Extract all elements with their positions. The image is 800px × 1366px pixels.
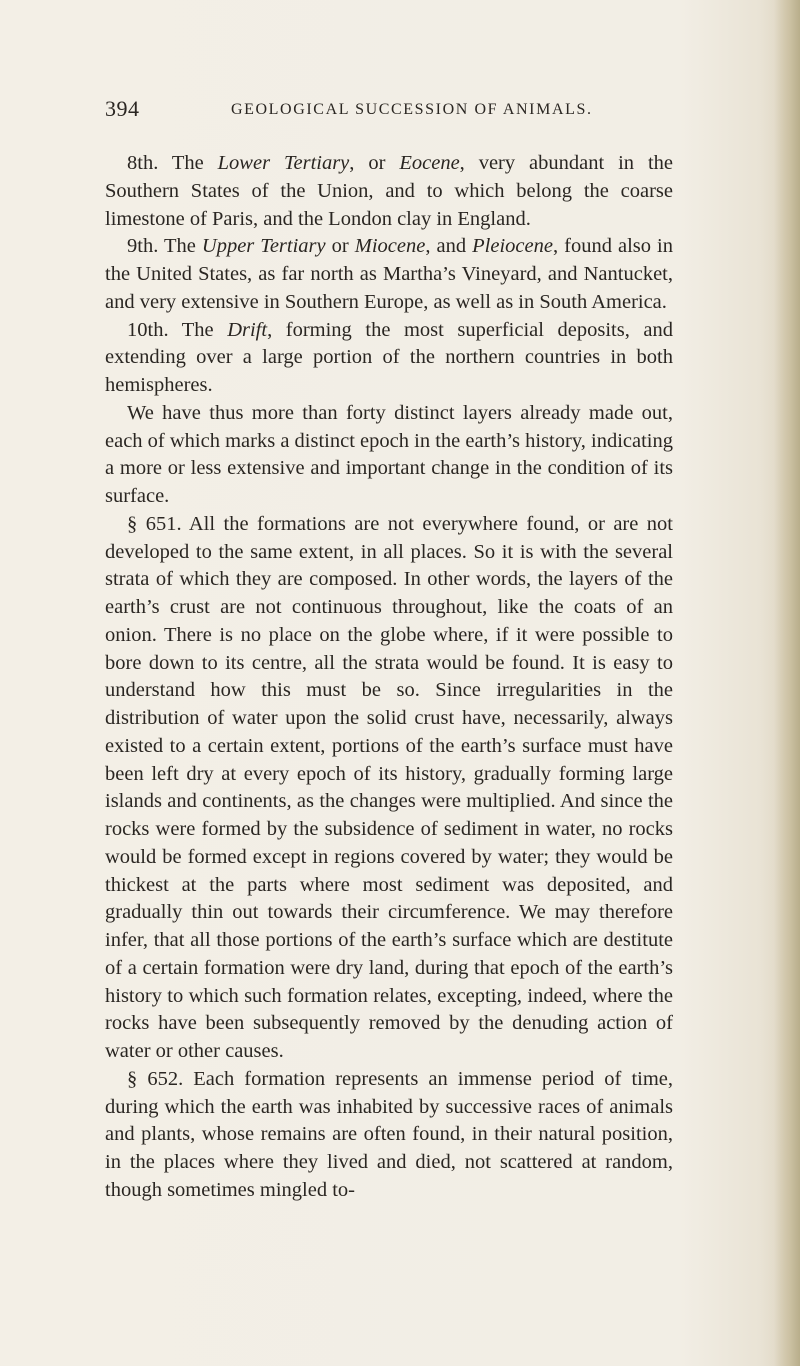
term-upper-tertiary: Upper Tertiary (201, 235, 326, 258)
paragraph-section-651: § 651. All the formations are not everywhere found, or are not developed to the same extent, in all places. So it is with the several strata of which they are composed. In other words, the layers of the earth’s crust are not continuous throughout, like the coats of an onion. There is no place on the globe where, if it were possible to bore down to its centre, all the strata would be found. It is easy to understand how this must be so. Since irregularities in the distribution of water upon the solid crust have, necessarily, always existed to a certain extent, portions of the earth’s surface must have been left dry at every epoch of its history, gradually forming large islands and continents, as the changes were multiplied. And since the rocks were formed by the subsidence of sediment in water, no rocks would be formed except in regions covered by water; they would be thickest at the parts where most sediment was deposited, and gradually thin out towards their circumference. We may therefore infer, that all those portions of the earth’s surface which are destitute of a certain formation were dry land, during that epoch of the earth’s history to which such formation relates, excepting, indeed, where the rocks have been subsequently removed by the denuding action of water or other causes. (105, 512, 673, 1062)
paragraph-lower-tertiary (105, 150, 673, 233)
term-eocene: Eocene (399, 152, 460, 174)
paragraph-layers-summary: We have thus more than forty distinct layers already made out, each of which marks a distinct epoch in the earth’s history, indicating a more or less extensive and important change in the condition of its surface. (105, 401, 673, 507)
text-run: or (325, 235, 355, 258)
term-drift: Drift (227, 318, 268, 341)
text-run: 10th. The (127, 318, 228, 341)
paragraph-drift (105, 317, 673, 400)
page-number: 394 (105, 96, 140, 121)
page-edge-shadow (774, 0, 800, 1366)
paragraph-upper-tertiary (105, 233, 673, 316)
body-text (105, 150, 673, 1205)
text-run: 9th. The (127, 235, 202, 258)
term-lower-tertiary: Lower Tertiary (217, 152, 350, 174)
paragraph-section-652: § 652. Each formation represents an immense period of time, during which the earth was inhabited by successive races of animals and plants, whose remains are often found, in their natural position, in the places where they lived and died, not scattered at random, though sometimes mingled to- (105, 1067, 673, 1201)
text-run: , forming the most superficial deposits, and extending over a large portion of the northern countries in both hemispheres. (105, 318, 673, 396)
page-header (105, 96, 675, 126)
text-run: , very abundant in the Southern States of the Union, and to which belong the coarse limestone of Paris, and the London clay in England. (105, 152, 674, 230)
text-run: 8th. The (127, 152, 218, 174)
text-run: , and (425, 235, 473, 258)
running-head: GEOLOGICAL SUCCESSION OF ANIMALS. (231, 101, 593, 118)
term-pleiocene: Pleiocene (472, 235, 553, 258)
text-run: , found also in the United States, as far north as Martha’s Vineyard, and Nantucket, and very extensive in Southern Europe, as well as in South America. (105, 235, 673, 313)
term-miocene: Miocene (354, 235, 426, 258)
text-run: , or (349, 152, 400, 174)
